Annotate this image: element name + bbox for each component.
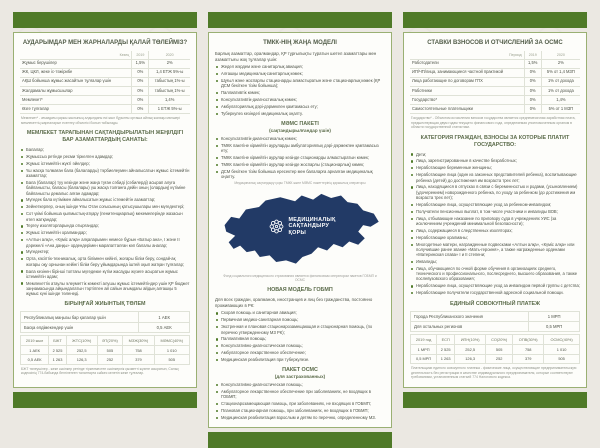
center-panel — [208, 32, 392, 428]
table-row — [410, 96, 580, 105]
table-cell: 252 — [486, 354, 513, 364]
list-item: Тергеу изоляторларында отырғандар; — [20, 223, 190, 228]
list-item: Амбулаториялық дәрі-дәрмекпен қамтамасыз ету; — [215, 104, 385, 109]
benefit-categories-title-kk: МЕМЛЕКЕТ ТАРАПЫНАН САҚТАНДЫРЫЛАТЫН ЖЕҢІЛДІГІ БАР АЗАМАТТАРДЫҢ САНАТЫ: — [26, 130, 184, 144]
table-cell: 1,5% — [524, 59, 541, 68]
table-cell: 0% — [132, 96, 149, 105]
table-row — [411, 335, 580, 345]
table-cell: 1,5% — [132, 59, 149, 68]
list-item: Сот үкімі бойынша қылмыстық-атқару (пенитенциарлық) мекемелерінде жазасын өтеп жатқандар; — [20, 211, 190, 221]
osms-title: ПАКЕТ ОСМС — [282, 367, 318, 374]
list-item: Туберкулез кезіндегі медициналық оңалту. — [215, 111, 385, 116]
table-cell: 1 263 — [437, 354, 455, 364]
osms-subtitle: (для застрахованных) — [274, 374, 326, 380]
table-row — [21, 336, 190, 346]
list-item: Алғашқы медициналық-санитарлық көмек; — [215, 71, 385, 76]
table-cell: 0% — [132, 68, 149, 77]
table-cell: 1,4 ЕТЖ 5%-ы — [149, 68, 190, 77]
contribution-rates-table-kk — [20, 51, 190, 114]
esp-rates-table-ru — [410, 311, 580, 333]
table-cell: ӘТ(20%) — [97, 336, 123, 346]
table-cell: 2 525 — [437, 344, 455, 354]
table-cell: 0% — [524, 105, 541, 114]
table-cell: 5% от 1,4 МЗП — [541, 68, 580, 77]
esp-footnote-ru: Плательщики единого совокупного платежа - физические лица, осуществляющие предпринимательскую деятельность без регистрации в качестве индивидуального предпринимателя, которые соответствуют требованиям, установленным статьей 774 Налогового кодекса. — [411, 366, 577, 380]
table-cell: АҚШ бойынша жұмыс жасайтын тұлғалар үшін — [20, 77, 132, 86]
map-caption-ru: Фонд социального медицинского страхования является финансовым оператором пакетов ГОБМП и ОСМС — [223, 274, 377, 283]
table-cell: 1 АЕК — [21, 345, 49, 355]
table-cell: Өзге тұлғалар — [20, 105, 132, 114]
list-item: Неработающие лица, осуществляющие уход за ребенком-инвалидом; — [410, 202, 580, 207]
table-cell: Города Республиканского значения — [411, 311, 529, 321]
list-item: Лица, зарегистрированные в качестве безработных; — [410, 158, 580, 163]
table-cell: Государство* — [410, 96, 524, 105]
table-head — [20, 51, 190, 59]
table-cell: 2% — [541, 59, 580, 68]
table-cell: Жұмыс берушілер — [20, 59, 132, 68]
table-cell: 0,5 МРП — [529, 321, 580, 331]
table-cell: Лица работающие по договорам ГПХ — [410, 77, 524, 86]
msp-title: МӘМС ПАКЕТІ — [281, 121, 319, 128]
list-item: Үш жасқа толмаған бала (балаларды) тәрбиелеумен айналысатын жұмыс істемейтін азаматтар; — [20, 168, 190, 178]
list-item: Дети; — [410, 152, 580, 157]
fund-logo — [268, 217, 336, 236]
table-cell: 1 010 — [154, 345, 189, 355]
list-item: Стационарозамещающая помощь, при заболеваниях, не входящих в ГОБМП; — [215, 401, 385, 406]
list-item: Неработающие беременные женщины; — [410, 165, 580, 170]
list-item: Мүгедек бала күтімімен айналысатын жұмыс істемейтін азаматтар; — [20, 197, 190, 202]
table-cell: 2019 жыл — [21, 336, 49, 346]
list-item: Скорая помощь и санитарная авиация; — [215, 310, 385, 315]
osms-list — [215, 382, 385, 420]
list-item: Плановая стационарная помощь, при заболеваниях, не входящих в ГОБМП; — [215, 408, 385, 413]
gobmp-list — [215, 310, 385, 362]
list-item: Экстренная и плановая стационарозамещающая и стационарная помощь, (по перечню утвержденному МЗ РК); — [215, 324, 385, 334]
list-item: Жедел жәрдем және санитарлық авиация; — [215, 64, 385, 69]
table-row — [411, 311, 580, 321]
table-row — [411, 344, 580, 354]
table-cell: 1% от дохода — [541, 77, 580, 86]
table-row — [20, 59, 190, 68]
table-cell: 379 — [123, 355, 154, 365]
table-cell: 505 — [544, 354, 580, 364]
table-cell: Самостоятельные плательщики — [410, 105, 524, 114]
benefit-categories-list-kk — [20, 147, 190, 296]
list-item: Паллиативтік көмек; — [215, 90, 385, 95]
table-row — [410, 59, 580, 68]
table-cell: 1 263 — [49, 355, 67, 365]
table-body — [21, 312, 190, 333]
table-row — [410, 68, 580, 77]
list-item: Зейнеткерлер, оның ішінде Ұлы Отан соғысының қатысушылары мен мүгедектері; — [20, 204, 190, 209]
esp-title-ru: ЕДИНЫЙ СОВОКУПНЫЙ ПЛАТЕЖ — [450, 300, 540, 307]
table-cell: ИПН(10%) — [455, 335, 486, 345]
right-panel-title: СТАВКИ ВЗНОСОВ И ОТЧИСЛЕНИЙ ЗА ОСМС — [427, 40, 563, 46]
list-item: Медицинская реабилитация взрослым и детям по перечню, определенному МЗ. — [215, 415, 385, 420]
left-top-green-bar — [13, 12, 197, 28]
list-item: Амбулаторное лекарственное обеспечение; — [215, 350, 385, 355]
list-item: Бала (балалар) туу кезінде және жаңа туған сәбиді (сәбилерді) асырап алуға байланысты, баласы (балалары) үш жасқа толғанға дейін оның (олардың) күтіміне байланысты демалыс алған адамдар; — [20, 180, 190, 196]
list-item: Медицинская реабилитация при туберкулезе. — [215, 357, 385, 362]
fund-emblem-icon — [268, 218, 285, 235]
table-cell: 758 — [123, 345, 154, 355]
state-footnote-kk: Мемлекет* - ағымдағы қаржы жылының алдындағы екі жыл бұрынғы орташа айлық жалақы мөлшері мемлекеттің жарналарын есептеу объектісі болып табылады. — [21, 116, 180, 125]
table-row — [21, 355, 190, 365]
table-cell: 1 МРП — [411, 344, 437, 354]
list-item: Консультативно-диагностическая помощь; — [215, 382, 385, 387]
tmkk-list — [215, 64, 385, 116]
table-head — [411, 335, 580, 345]
table-row — [20, 68, 190, 77]
table-row — [20, 77, 190, 86]
right-top-green-bar — [403, 12, 587, 28]
list-item: Лица, обучающиеся по очной форме обучения в организациях среднего, технического и профессионального, послесреднего, высшего образования, а также послевузовского образования; — [410, 266, 580, 282]
benefit-categories-title-ru: КАТЕГОРИЯ ГРАЖДАН, ВЗНОСЫ ЗА КОТОРЫЕ ПЛАТИТ ГОСУДАРСТВО: — [420, 134, 570, 148]
fund-logo-line3: ҚОРЫ — [288, 229, 307, 236]
center-top-green-bar — [208, 12, 392, 28]
table-cell: МӘМС(40%) — [154, 336, 189, 346]
table-cell: Период — [410, 51, 524, 59]
table-row — [21, 322, 190, 332]
table-cell: 505 — [486, 344, 513, 354]
tmkk-intro: Барлық азаматтар, оралмандар, ҚР тұрғылықты тұратын шетел азаматтары мен азаматтығы жоқ тұлғалар үшін: — [215, 51, 377, 62]
table-cell: 126,3 — [66, 355, 97, 365]
table-cell: МЗЖ(30%) — [123, 336, 154, 346]
table-cell: 2019 — [132, 51, 149, 59]
table-cell: 2019 год — [411, 335, 437, 345]
table-cell: 505 — [154, 355, 189, 365]
table-cell: БЖТ — [49, 336, 67, 346]
table-cell: ИП/ЧП/лица, занимающиеся частной практикой — [410, 68, 524, 77]
right-panel — [403, 32, 587, 388]
benefit-categories-list-ru — [410, 152, 580, 296]
list-item: Амбулаторное лекарственное обеспечение при заболеваниях, не входящих в ГОБМП; — [215, 389, 385, 399]
fund-logo-line2: САҚТАНДЫРУ — [288, 223, 330, 230]
table-cell: ЖК, ЦКЛ, жеке іс-тәжірибе — [20, 68, 132, 77]
table-cell: ЖТС(10%) — [66, 336, 97, 346]
table-row — [20, 105, 190, 114]
table-cell: Работники — [410, 86, 524, 95]
table-head — [21, 336, 190, 346]
list-item: Инвалиды; — [410, 259, 580, 264]
table-cell: 758 — [513, 344, 544, 354]
table-cell: Республикалық маңызы бар қалалар үшін — [21, 312, 139, 322]
table-cell: 1 ЕТЖ 5%-ы — [149, 105, 190, 114]
table-row — [21, 345, 190, 355]
esp-rates-table-kk — [20, 311, 190, 333]
table-body — [411, 344, 580, 363]
center-bottom-green-bar — [208, 432, 392, 448]
table-cell: 0% — [524, 96, 541, 105]
table-cell: 0,5 АЕК — [139, 322, 190, 332]
table-cell: 5% от 1 МЗП — [541, 105, 580, 114]
list-item: Неработающие оралманы; — [410, 235, 580, 240]
esp-title-kk: БІРЫҢҒАЙ ЖИЫНТЫҚ ТӨЛЕМ — [64, 301, 146, 308]
table-cell: Жалдамалы жұмысшылар — [20, 86, 132, 95]
list-item: Неработающие получатели государственной адресной социальной помощи. — [410, 290, 580, 295]
table-cell: Кезең — [20, 51, 132, 59]
list-item: ТМКК пакетіне кірмейтін аурулар кезінде жоспарлы (стационарлық) көмек; — [215, 162, 385, 167]
esp-breakdown-table-kk — [20, 335, 190, 365]
list-item: Орта, кәсіптік-техникалық, орта білімнен кейінгі, жоғары білім беру, сондай-ақ жоғары оқу орнынан кейінгі білім беру ұйымдарында іштей оқып жатқан тұлғалар; — [20, 256, 190, 266]
state-footnote-ru: Государство* - Объектом исчисления взносов государства является среднемесячная заработная плата, предшествующая двум годам текущего финансового года, определяемая уполномоченным органом в области государственной статистики. — [411, 116, 576, 130]
list-item: Жұмыс істемейтін жүкті әйелдер; — [20, 161, 190, 166]
esp-footnote-kk: БЖТ төлеушілер - жеке кәсіпкер ретінде тіркелместен кәсіпкерлік қызметті жүзеге асыратын, Салық кодексінің 774-бабында белгіленген талаптарға сәйкес келетін жеке тұлғалар. — [21, 366, 179, 376]
table-cell: 0% — [132, 86, 149, 95]
table-cell: 0,5 МРП — [411, 354, 437, 364]
center-column — [208, 12, 392, 420]
table-cell: 0,5 АЕК — [21, 355, 49, 365]
table-cell: 379 — [513, 354, 544, 364]
table-cell: 252,5 — [66, 345, 97, 355]
table-cell: 0% — [524, 86, 541, 95]
table-cell: табыстың 1%-ы — [149, 86, 190, 95]
map-caption-kk: Медициналық сақтандыру қоры ТМКК және МӘМС пакеттерінің қаржылық операторы — [234, 180, 366, 185]
gobmp-intro: Для всех граждан, оралманов, иностранцев и лиц без гражданства, постоянно проживающих в РК: — [215, 297, 373, 308]
table-cell: 1 010 — [544, 344, 580, 354]
table-cell: 1 АЕК — [139, 312, 190, 322]
table-row — [411, 321, 580, 331]
list-item: Паллиативная помощь; — [215, 336, 385, 341]
table-row — [20, 96, 190, 105]
table-cell: 1,4% — [541, 96, 580, 105]
list-item: Балалар; — [20, 147, 190, 152]
table-body — [20, 59, 190, 114]
list-item: Многодетные матери, награжденные подвесками «Алтын алқа», «Күміс алқа» или получившие ранее звание «Мать-героиня», а также награжденные орденами «Материнская слава» I и II степени; — [410, 242, 580, 258]
table-cell: 2% — [149, 59, 190, 68]
table-cell: 0% — [524, 68, 541, 77]
left-column — [13, 12, 197, 408]
table-cell: 2 525 — [49, 345, 67, 355]
table-row — [410, 105, 580, 114]
gobmp-title: НОВАЯ МОДЕЛЬ ГОБМП — [267, 287, 333, 294]
table-row — [20, 86, 190, 95]
tmkk-title: ТМКК-НІҢ ЖАҢА МОДЕЛІ — [263, 40, 337, 46]
table-row — [21, 312, 190, 322]
table-cell: 1% от дохода — [541, 86, 580, 95]
table-body — [21, 345, 190, 364]
table-cell: СО(20%) — [486, 335, 513, 345]
table-cell: Басқа елдімекендер үшін — [21, 322, 139, 332]
kazakhstan-map — [218, 187, 382, 273]
contribution-rates-table-ru — [410, 51, 580, 114]
table-cell: 2020 — [541, 51, 580, 59]
esp-breakdown-table-ru — [410, 334, 580, 364]
list-item: ТМКК пакетіне кірмейтін ауруларды амбулаториялық дәрі-дәрмекпен қамтамасыз ету; — [215, 143, 385, 153]
msp-list — [215, 136, 385, 179]
list-item: ДСМ бекіткен тізім бойынша ересектер мен балаларға арналған медициналық оңалту. — [215, 169, 385, 179]
table-row — [410, 51, 580, 59]
table-cell: 252,5 — [455, 344, 486, 354]
table-body — [410, 59, 580, 114]
list-item: «Алтын алқа», «Күміс алқа» алқаларымен немесе бұрын «Батыр ана», I және II дәрежелі «Ана даңқы» ордендерімен марапатталған көп балалы аналар; — [20, 237, 190, 247]
left-panel-title: АУДАРЫМДАР МЕН ЖАРНАЛАРДЫ ҚАЛАЙ ТӨЛЕЙМІЗ? — [22, 40, 188, 46]
table-cell: 2019 — [524, 51, 541, 59]
table-cell: 2020 — [149, 51, 190, 59]
table-cell: Для остальных регионов — [411, 321, 529, 331]
table-cell: Мемлекет* — [20, 96, 132, 105]
table-cell: 126,3 — [455, 354, 486, 364]
list-item: Лица, находящиеся в отпусках в связи с беременностью и родами, (усыновлением) (удочерением) новорожденного ребенка, по уходу за ребенком (до достижения им возраста трех лет); — [410, 184, 580, 200]
table-body — [411, 311, 580, 332]
list-item: Мемлекеттік атаулы әлеуметтік көмекті алушы жұмыс істемейтіндер үшін ҚР бюджет заңнамасында айқындалатын тәртіппен ай сайын ағымдағы айдың алғашқы 5 жұмыс күні ішінде төленеді. — [20, 281, 190, 297]
table-cell: ОСМС(40%) — [544, 335, 580, 345]
list-item: Получатели пенсионных выплат, в том числе участники и инвалиды ВОВ; — [410, 209, 580, 214]
right-bottom-green-bar — [403, 392, 587, 408]
table-cell: 252 — [97, 355, 123, 365]
fund-logo-line1: МЕДИЦИНАЛЫҚ — [288, 217, 336, 224]
table-cell: 0% — [132, 77, 149, 86]
list-item: Мүгедектер; — [20, 249, 190, 254]
table-cell: ЕСП — [437, 335, 455, 345]
table-cell: 1 МРП — [529, 311, 580, 321]
list-item: Шұғыл және жоспарлы стационарды алмастыратын және стационарлық көмек (ҚР ДСМ бекіткен тізім бойынша); — [215, 78, 385, 88]
table-row — [411, 354, 580, 364]
list-item: ТМКК пакетіне кірмейтін аурулар кезінде стационарды алмастыратын көмек; — [215, 155, 385, 160]
list-item: Консультативно-диагностическая помощь; — [215, 343, 385, 348]
list-item: Неработающие лица, осуществляющие уход за инвалидом первой группы с детства; — [410, 283, 580, 288]
table-row — [410, 77, 580, 86]
list-item: Консультативтік-диагностикалық көмек; — [215, 136, 385, 141]
list-item: Лица, отбывающие наказание по приговору суда в учреждениях УИС (за исключением учреждений минимальной безопасности); — [410, 216, 580, 226]
list-item: Неработающие лица (один из законных представителей ребенка), воспитывающие ребенка (детей) до достижения им возраста трех лет; — [410, 172, 580, 182]
table-cell: 1,4% — [149, 96, 190, 105]
list-item: Жұмыссыз ретінде ресми тіркелген адамдар; — [20, 154, 190, 159]
table-cell: 0% — [524, 77, 541, 86]
table-cell: 505 — [97, 345, 123, 355]
table-cell: 0% — [132, 105, 149, 114]
table-row — [410, 86, 580, 95]
msp-subtitle: (сақтандырылғандар үшін) — [269, 128, 331, 134]
table-cell: табыстың 1%-ы — [149, 77, 190, 86]
left-panel — [13, 32, 197, 388]
list-item: Лица, содержащиеся в следственных изоляторах; — [410, 228, 580, 233]
right-column — [403, 12, 587, 408]
table-head — [410, 51, 580, 59]
left-bottom-green-bar — [13, 392, 197, 408]
fund-logo-text — [289, 217, 336, 236]
list-item: Жұмыс істемейтін оралмандар; — [20, 230, 190, 235]
table-cell: Работодатели — [410, 59, 524, 68]
list-item: Бала кезінен бірінші топтағы мүгедекке күтім жасауды жүзеге асыратын жұмыс істемейтін адам; — [20, 269, 190, 279]
table-cell: ОПВ(30%) — [513, 335, 544, 345]
list-item: Первичная медико-санитарная помощь; — [215, 317, 385, 322]
table-row — [20, 51, 190, 59]
list-item: Консультативтік-диагностикалық көмек; — [215, 97, 385, 102]
